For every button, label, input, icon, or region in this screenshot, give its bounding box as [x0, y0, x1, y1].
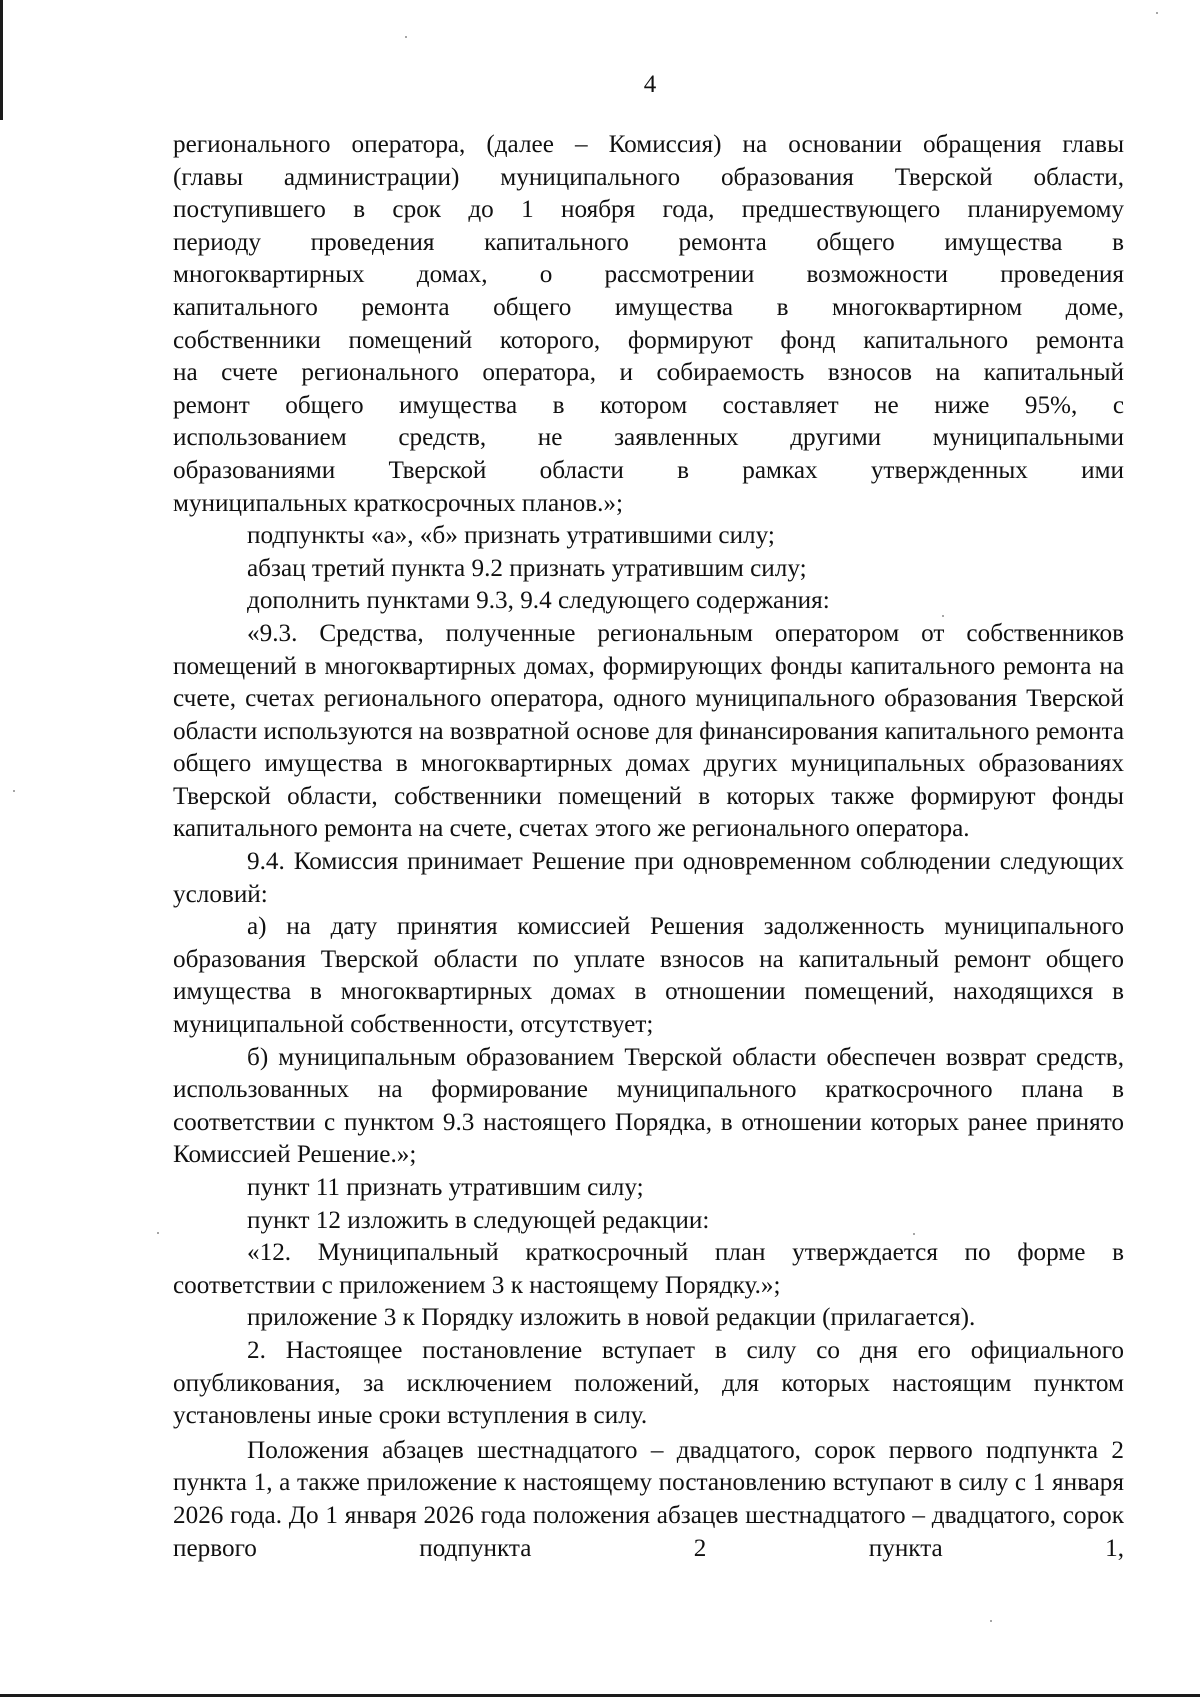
clause-12: «12. Муниципальный краткосрочный план утверждается по форме в соответствии с приложением 3 к настоящему Порядку.»; [173, 1239, 1124, 1299]
scan-speck [1156, 12, 1158, 14]
amendment-item: дополнить пунктами 9.3, 9.4 следующего содержания: [247, 587, 830, 615]
text-line: ремонт общего имущества в котором составляет не ниже 95%, с [173, 391, 1124, 419]
text-line: образованиями Тверской области в рамках утвержденных ими [173, 456, 1124, 484]
text-line: регионального оператора, (далее – Комиссия) на основании обращения главы [173, 131, 1124, 158]
scan-speck [13, 790, 15, 792]
clause-9-4-a: а) на дату принятия комиссией Решения задолженность муниципального образования Тверской области по уплате взносов на капитальный ремонт общего имущества в многоквартирных домах в отношении помещений, находящихся в муниципальной собственности, отсутствует; [173, 913, 1124, 1039]
text-line: муниципальных краткосрочных планов.»; [173, 489, 623, 517]
text-line: собственники помещений которого, формируют фонд капитального ремонта [173, 326, 1124, 354]
text-line: поступившего в срок до 1 ноября года, предшествующего планируемому [173, 196, 1124, 224]
amendment-item: пункт 11 признать утратившим силу; [247, 1174, 644, 1201]
document-body [173, 129, 1124, 1565]
text-line: (главы администрации) муниципального образования Тверской области, [173, 163, 1124, 191]
scan-speck [157, 1232, 159, 1234]
text-line: капитального ремонта общего имущества в многоквартирном доме, [173, 293, 1124, 321]
clause-9-4-b: б) муниципальным образованием Тверской области обеспечен возврат средств, использованных на формирование муниципального краткосрочного плана в соответствии с пунктом 9.3 настоящего Порядка, в отношении которых ранее принято Комиссией Решение.»; [173, 1043, 1124, 1169]
text-line: периоду проведения капитального ремонта общего имущества в [173, 228, 1124, 256]
scan-speck [990, 1620, 992, 1622]
amendment-item: абзац третий пункта 9.2 признать утратившим силу; [247, 554, 807, 582]
scan-speck [405, 36, 407, 38]
text-line: на счете регионального оператора, и собираемость взносов на капитальный [173, 359, 1124, 387]
section-2: 2. Настоящее постановление вступает в силу со дня его официального опубликования, за исключением положений, для которых настоящим пунктом установлены иные сроки вступления в силу. [173, 1336, 1124, 1430]
amendment-item: пункт 12 изложить в следующей редакции: [247, 1206, 710, 1234]
text-line: многоквартирных домах, о рассмотрении возможности проведения [173, 261, 1124, 289]
amendment-item: приложение 3 к Порядку изложить в новой редакции (прилагается). [247, 1304, 976, 1332]
effective-dates-paragraph: Положения абзацев шестнадцатого – двадцатого, сорок первого подпункта 2 пункта 1, а также приложение к настоящему постановлению вступают в силу с 1 января 2026 года. До 1 января 2026 года положения абзацев шестнадцатого – двадцатого, сорок первого подпункта 2 пункта 1, [173, 1436, 1124, 1562]
clause-9-4: 9.4. Комиссия принимает Решение при одновременном соблюдении следующих условий: [173, 848, 1124, 908]
clause-9-3: «9.3. Средства, полученные региональным оператором от собственников помещений в многоквартирных домах, формирующих фонды капитального ремонта на счете, счетах регионального оператора, одного муниципального образования Тверской области используются на возвратной основе для финансирования капитального ремонта общего имущества в многоквартирных домах других муниципальных образованиях Тверской области, собственники помещений в которых также формируют фонды капитального ремонта на счете, счетах этого же регионального оператора. [173, 619, 1124, 843]
amendment-item: подпункты «а», «б» признать утратившими силу; [247, 522, 775, 550]
scan-left-edge [0, 0, 3, 120]
page-number: 4 [643, 71, 657, 98]
text-line: использованием средств, не заявленных другими муниципальными [173, 424, 1124, 452]
